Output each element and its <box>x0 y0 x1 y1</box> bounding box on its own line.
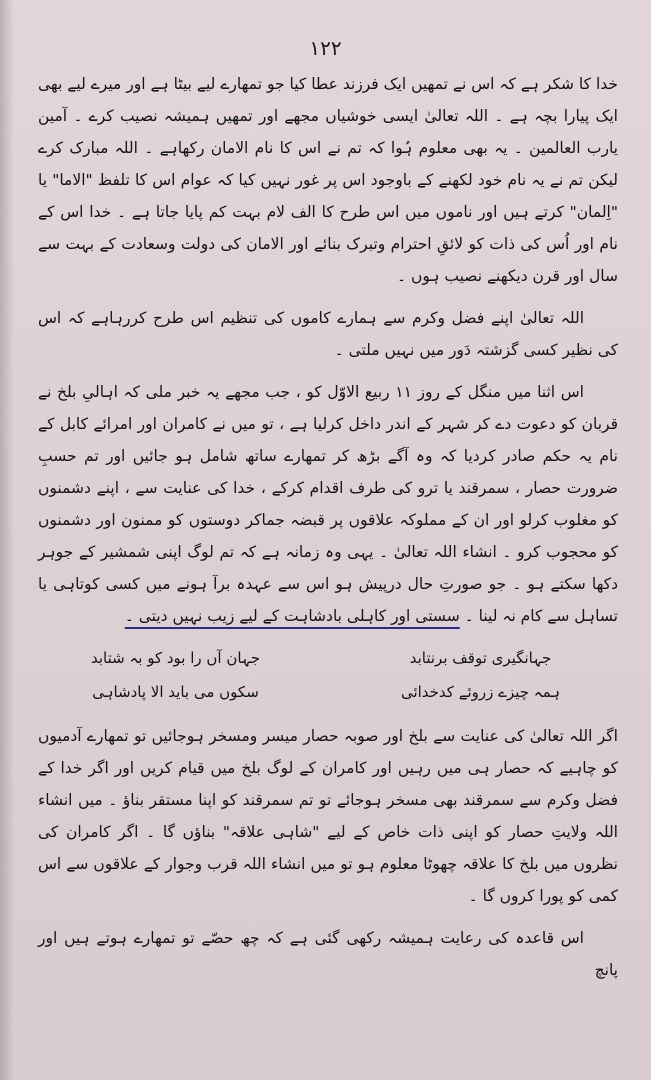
persian-verse <box>48 642 608 708</box>
page-number: ۱۲۲ <box>309 36 342 60</box>
paragraph-intro: خدا کا شکر ہے کہ اس نے تمھیں ایک فرزند عطا کیا جو تمھارے لیے بیٹا ہے اور میرے لیے بھی ایک پیارا بچہ ہے ۔ اللہ تعالیٰ ایسی خوشیاں مجھے اور تمھیں ہمیشہ نصیب کرے ۔ آمین یارب العالمین ۔ یہ بھی معلوم ہُوا کہ تم نے اس کا نام الامان رکھاہے ۔ اللہ مبارک کرے لیکن تم نے یہ نام خود لکھنے کے باوجود اس پر غور نہیں کیا کہ عوام اس کا تلفظ "الاما" یا "اِلمان" کرتے ہیں اور ناموں میں اس طرح کا الف لام بہت کم پایا جاتا ہے ۔ خدا اس کے نام اور اُس کی ذات کو لائقِ احترام وتبرک بنائے اور الامان کی دولت وسعادت کے بہت سے سال اور قرن دیکھنے نصیب ہوں ۔ <box>38 75 618 285</box>
paragraph-conquest: اگر اللہ تعالیٰ کی عنایت سے بلخ اور صوبہ حصار میسر ومسخر ہوجائیں تو تمھارے آدمیوں کو چاہیے کہ حصار ہی میں رہیں اور کامران کے لوگ بلخ میں قیام کریں اور اگر خدا کے فضل وکرم سے سمرقند بھی مسخر ہوجائے تو تم سمرقند کو اپنا مستقر بناؤ ۔ میں انشاء اللہ ولایتِ حصار کو اپنی ذات خاص کے لیے "شاہی علاقہ" بناؤں گا ۔ اگر کامران کی نظروں میں بلخ کا علاقہ چھوٹا معلوم ہو تو میں انشاء اللہ قرب وجوار کے علاقوں سے اس کمی کو پورا کروں گا ۔ <box>38 727 618 905</box>
paragraph-campaign <box>38 376 618 632</box>
verse-line: جہانگیری توقف برنتابد <box>409 649 552 667</box>
paragraph-campaign-text: اس اثنا میں منگل کے روز ۱۱ ربیع الاوّل کو ، جب مجھے یہ خبر ملی کہ اہالیِ بلخ نے قربان کو دعوت دے کر شہر کے اندر داخل کرلیا ہے ، تو میں نے کامران اور امرائے کابل کے نام یہ حکم صادر کردیا کہ وہ آگے بڑھ کر تمھارے ساتھ شامل ہو جائیں اور تم حسبِ ضرورت حصار ، سمرقند یا ترو کی طرف اقدام کرکے ، خدا کی عنایت سے ، اپنے دشمنوں کو مغلوب کرلو اور ان کے مملوکہ علاقوں پر قبضہ جماکر دوستوں کو ممنون اور دشمنوں کو محجوب کرو ۔ انشاء اللہ تعالیٰ ۔ یہی وہ زمانہ ہے کہ تم لوگ اپنی شمشیر کے جوہر دکھا سکتے ہو ۔ جو صورتِ حال درپیش ہو اس سے عہدہ برآ ہونے میں کسی کوتاہی یا تساہل سے کام نہ لینا ۔ <box>38 383 618 625</box>
page-edge-shadow <box>0 0 14 1080</box>
verse-line: جہان آں را بود کو بہ شتابد <box>90 649 261 667</box>
verse-line: سکوں می باید الا پادشاہی <box>92 683 259 701</box>
paragraph-rule: اس قاعدہ کی رعایت ہمیشہ رکھی گئی ہے کہ چھ حصّے تو تمھارے ہوتے ہیں اور پانچ <box>38 929 618 979</box>
verse-line: ہمہ چیزے زروئے کدخدائی <box>400 683 561 701</box>
page-body <box>38 68 618 996</box>
underlined-sentence: سستی اور کاہلی بادشاہت کے لیے زیب نہیں دیتی ۔ <box>124 607 460 625</box>
paragraph-blessing: اللہ تعالیٰ اپنے فضل وکرم سے ہمارے کاموں کی تنظیم اس طرح کررہاہے کہ اس کی نظیر کسی گزشتہ دَور میں نہیں ملتی ۔ <box>38 309 618 359</box>
